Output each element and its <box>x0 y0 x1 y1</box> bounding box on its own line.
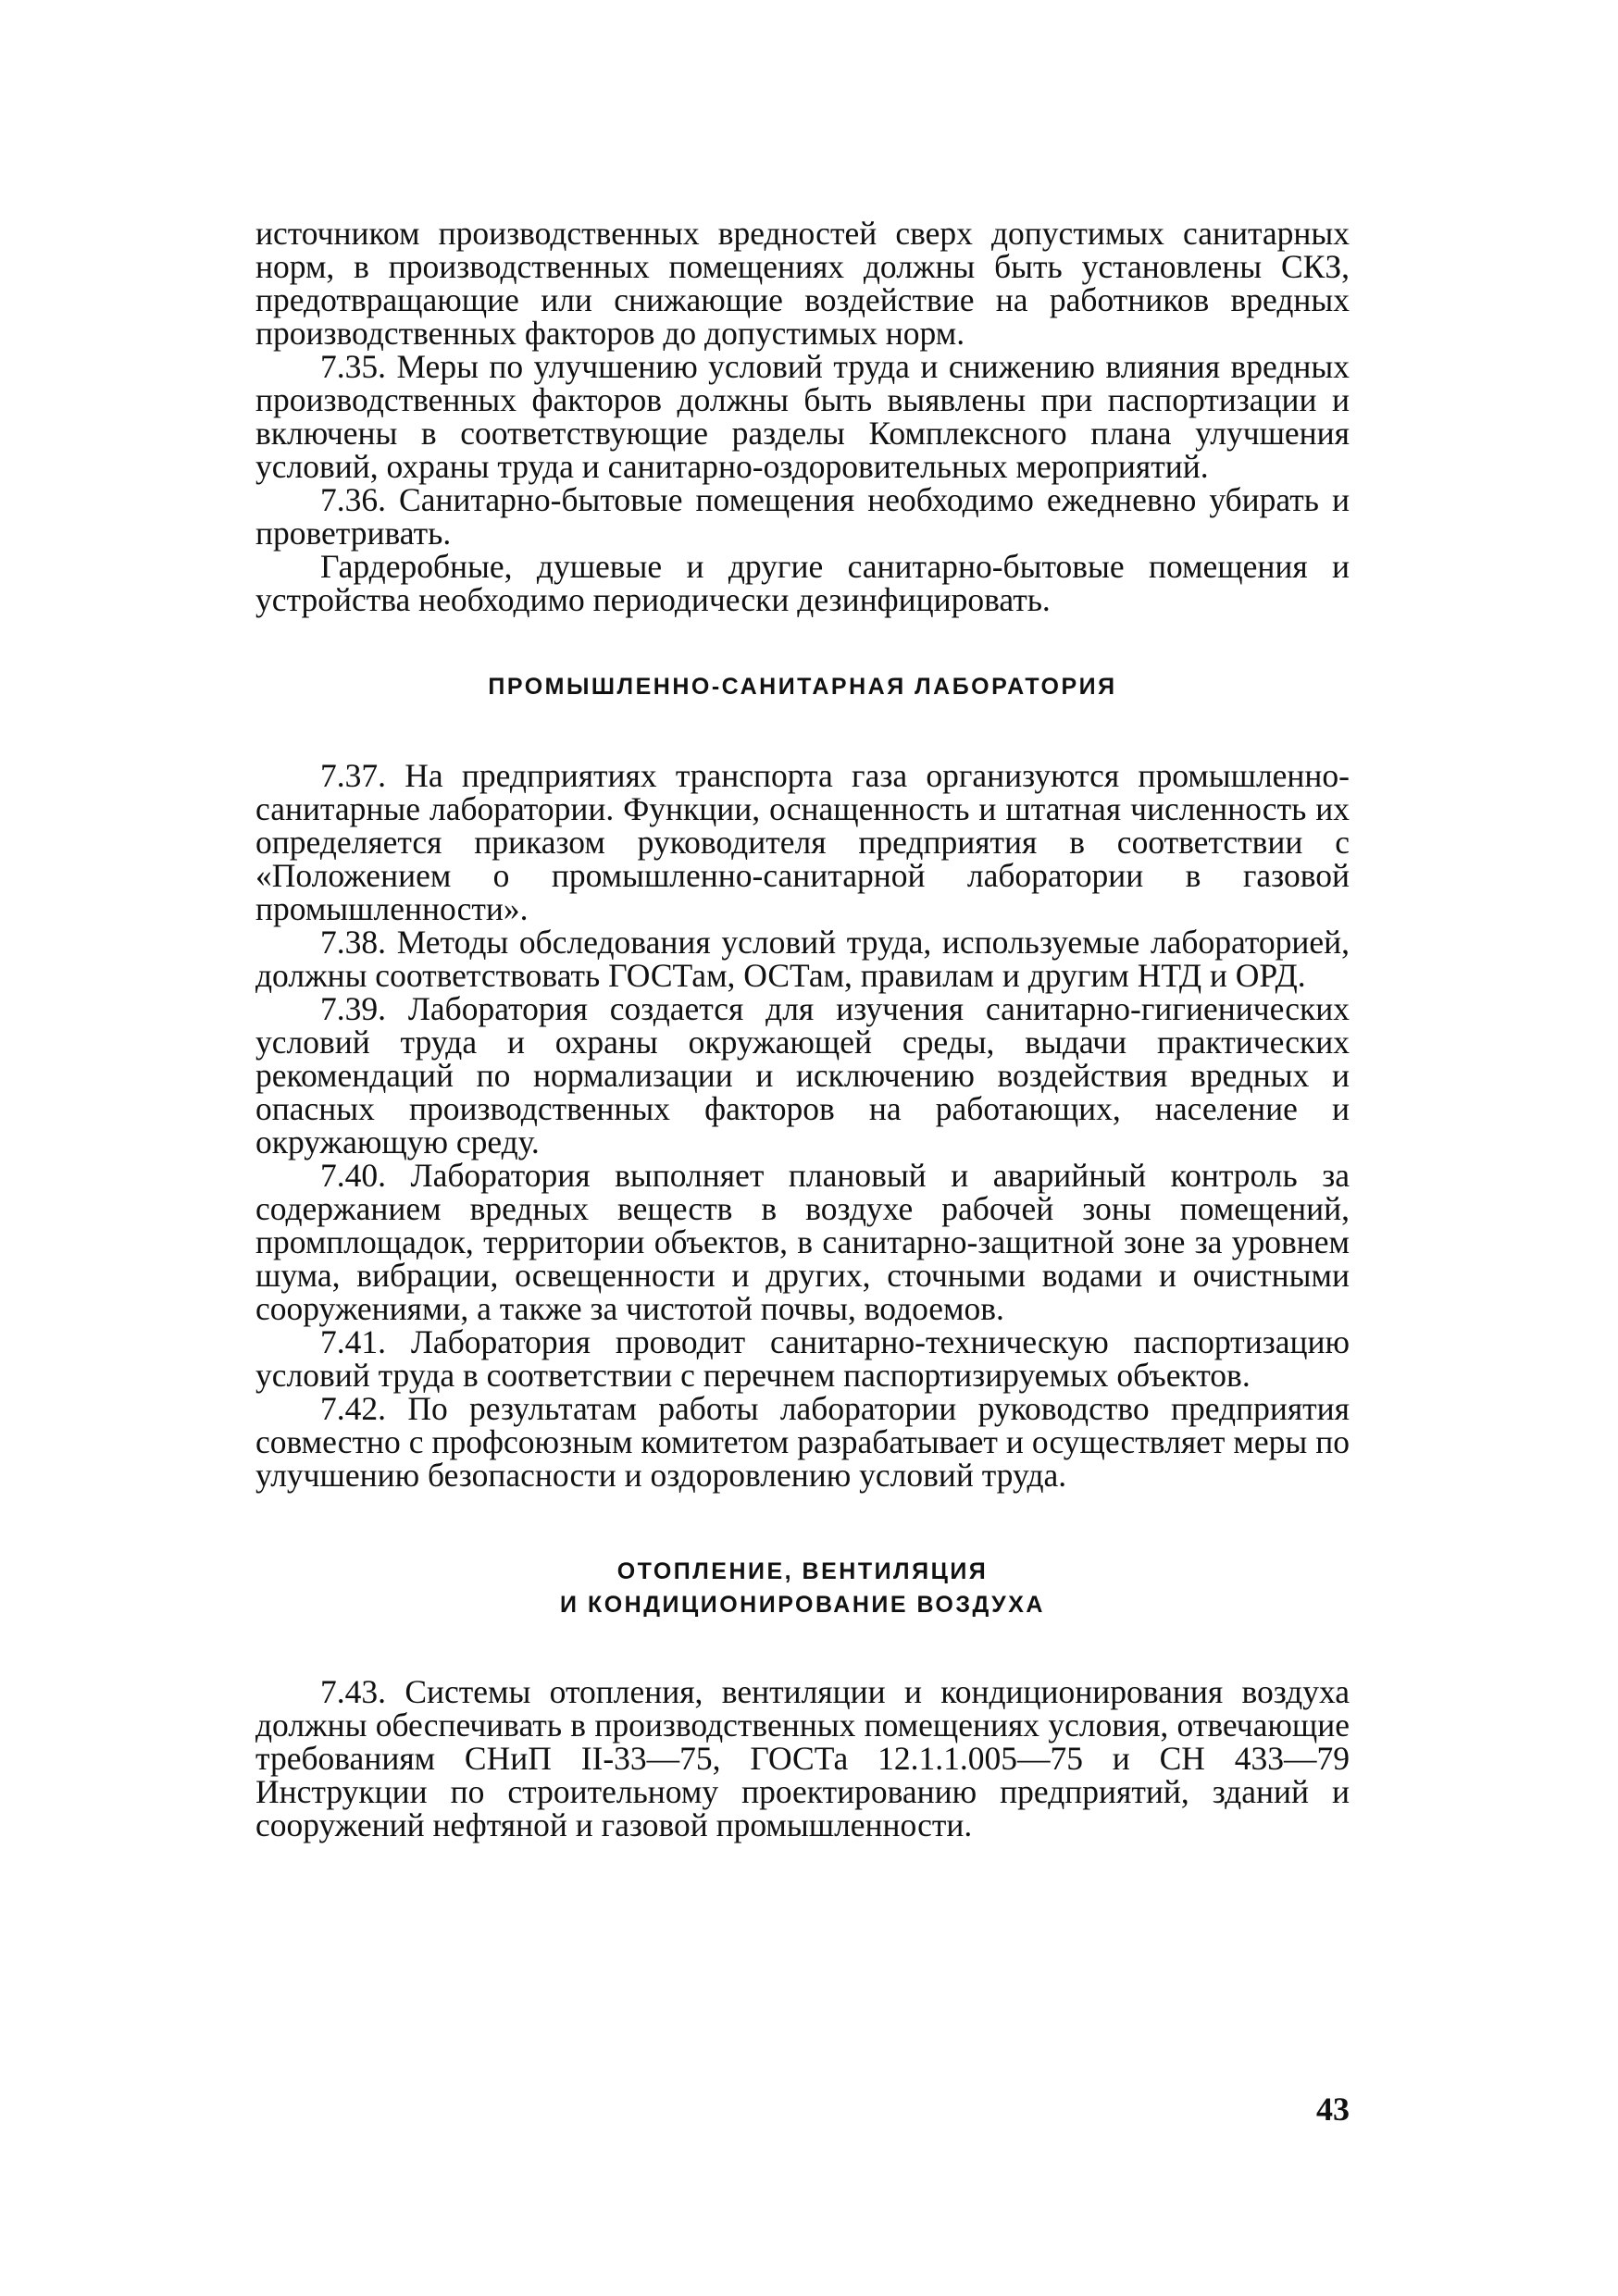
paragraph-7-39: 7.39. Лаборатория создается для изучения санитарно-гигиенических условий труда и охраны окружающей среды, выдачи практических рекомендаций по нормализации и исключению воздействия вредных и опасных производственных факторов на работающих, население и окружающую среду. <box>255 990 1350 1160</box>
page-number: 43 <box>1316 2091 1350 2128</box>
heading-line-2: И КОНДИЦИОНИРОВАНИЕ ВОЗДУХА <box>560 1592 1045 1618</box>
paragraph-7-43: 7.43. Системы отопления, вентиляции и кондиционирования воздуха должны обеспечивать в производственных помещениях условия, отвечающие требованиям СНиП II-33—75, ГОСТа 12.1.1.005—75 и СН 433—79 Инструкции по строительному проектированию предприятий, зданий и сооружений нефтяной и газовой промышленности. <box>255 1673 1350 1843</box>
heading-line-1: ОТОПЛЕНИЕ, ВЕНТИЛЯЦИЯ <box>616 1558 989 1584</box>
paragraph-7-40: 7.40. Лаборатория выполняет плановый и аварийный контроль за содержанием вредных веществ в воздухе рабочей зоны помещений, промплощадок, территории объектов, в санитарно-защитной зоне за уровнем шума, вибрации, освещенности и других, сточными водами и очистными сооружениями, а также за чистотой почвы, водоемов. <box>255 1157 1350 1327</box>
section-laboratory <box>255 759 1350 1492</box>
section-heading-ventilation <box>255 1555 1350 1621</box>
paragraph-7-35: 7.35. Меры по улучшению условий труда и снижению влияния вредных производственных факторов должны быть выявлены при паспортизации и включены в соответствующие разделы Комплексного плана улучшения условий, охраны труда и санитарно-оздоровительных мероприятий. <box>255 348 1350 485</box>
paragraph-7-41: 7.41. Лаборатория проводит санитарно-техническую паспортизацию условий труда в соответствии с перечнем паспортизируемых объектов. <box>255 1323 1350 1394</box>
section-ventilation <box>255 1675 1350 1842</box>
paragraph-continuation: источником производственных вредностей сверх допустимых санитарных норм, в производственных помещениях должны быть установлены СКЗ, предотвращающие или снижающие воздействие на работников вредных производственных факторов до допустимых норм. <box>255 215 1350 352</box>
paragraph-7-36: 7.36. Санитарно-бытовые помещения необходимо ежедневно убирать и проветривать. <box>255 481 1350 552</box>
document-page <box>255 217 1350 1842</box>
paragraph-7-37: 7.37. На предприятиях транспорта газа организуются промышленно-санитарные лаборатории. Функции, оснащенность и штатная численность их определяется приказом руководителя предприятия в соответствии с «Положением о промышленно-санитарной лаборатории в газовой промышленности». <box>255 757 1350 927</box>
paragraph-7-42: 7.42. По результатам работы лаборатории руководство предприятия совместно с профсоюзным комитетом разрабатывает и осуществляет меры по улучшению безопасности и оздоровлению условий труда. <box>255 1390 1350 1494</box>
section-sanitary-rooms <box>255 217 1350 616</box>
section-heading-laboratory: ПРОМЫШЛЕННО-САНИТАРНАЯ ЛАБОРАТОРИЯ <box>488 674 1117 700</box>
paragraph-disinfection: Гардеробные, душевые и другие санитарно-бытовые помещения и устройства необходимо периодически дезинфицировать. <box>255 548 1350 618</box>
paragraph-7-38: 7.38. Методы обследования условий труда, используемые лабораторией, должны соответствовать ГОСТам, ОСТам, правилам и другим НТД и ОРД. <box>255 924 1350 994</box>
